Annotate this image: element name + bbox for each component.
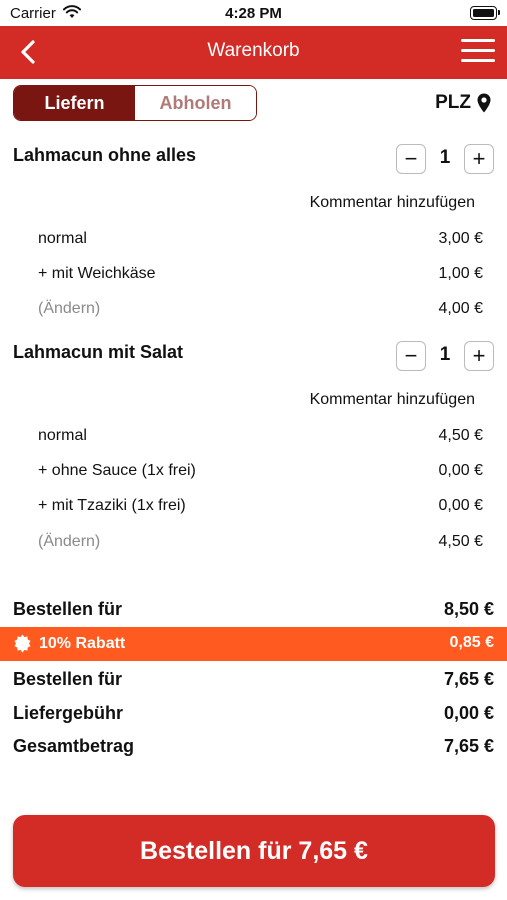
delivery-fee-value: 0,00 € — [443, 703, 494, 723]
delivery-mode-toggle — [13, 85, 257, 121]
list-item — [38, 230, 483, 248]
carrier-label: Carrier — [10, 5, 56, 22]
page-title: Warenkorb — [207, 40, 300, 61]
tab-abholen[interactable]: Abholen — [135, 86, 256, 120]
total-row — [13, 736, 494, 757]
line-price: 0,00 € — [438, 462, 483, 479]
badge-icon — [13, 634, 32, 653]
delivery-fee-label: Liefergebühr — [13, 703, 124, 723]
change-item-link[interactable]: (Ändern) — [38, 533, 101, 550]
discount-row — [13, 634, 494, 653]
location-pin-icon — [477, 93, 491, 113]
line-price: 4,00 € — [438, 300, 483, 317]
delivery-fee-row — [13, 703, 494, 724]
decrease-quantity-button[interactable]: − — [396, 144, 426, 174]
discount-value: 0,85 € — [449, 634, 494, 651]
line-price: 1,00 € — [438, 265, 483, 282]
postal-code-selector[interactable] — [435, 92, 491, 114]
hamburger-menu-icon[interactable] — [461, 39, 495, 65]
line-price: 3,00 € — [438, 230, 483, 247]
discounted-subtotal-row — [13, 669, 494, 690]
increase-quantity-button[interactable]: + — [464, 144, 494, 174]
line-label: normal — [38, 427, 87, 444]
line-label: + mit Tzaziki (1x frei) — [38, 497, 186, 514]
line-price: 4,50 € — [438, 533, 483, 550]
discount-label: 10% Rabatt — [39, 634, 126, 652]
subtotal-label: Bestellen für — [13, 599, 123, 619]
list-item — [38, 265, 483, 283]
total-label: Gesamtbetrag — [13, 736, 135, 756]
decrease-quantity-button[interactable]: − — [396, 341, 426, 371]
line-label: + ohne Sauce (1x frei) — [38, 462, 196, 479]
line-label: normal — [38, 230, 87, 247]
line-label: + mit Weichkäse — [38, 265, 156, 282]
add-comment-link[interactable]: Kommentar hinzufügen — [309, 194, 475, 211]
line-price: 0,00 € — [438, 497, 483, 514]
status-bar — [0, 0, 507, 26]
list-item — [38, 427, 483, 445]
increase-quantity-button[interactable]: + — [464, 341, 494, 371]
quantity-value: 1 — [439, 147, 451, 168]
plz-label: PLZ — [435, 92, 471, 113]
place-order-button[interactable]: Bestellen für 7,65 € — [13, 815, 495, 887]
add-comment-link[interactable]: Kommentar hinzufügen — [309, 391, 475, 408]
battery-icon — [470, 6, 497, 20]
subtotal-value: 8,50 € — [443, 599, 494, 619]
quantity-stepper — [396, 144, 494, 174]
tab-liefern[interactable]: Liefern — [14, 86, 135, 120]
cart-item-title: Lahmacun mit Salat — [13, 342, 184, 362]
list-item — [38, 533, 483, 551]
quantity-stepper — [396, 341, 494, 371]
cart-item-title: Lahmacun ohne alles — [13, 145, 197, 165]
total-value: 7,65 € — [443, 736, 494, 756]
list-item — [38, 300, 483, 318]
discounted-subtotal-label: Bestellen für — [13, 669, 123, 689]
line-price: 4,50 € — [438, 427, 483, 444]
subtotal-row — [13, 599, 494, 620]
navigation-bar — [0, 26, 507, 79]
discounted-subtotal-value: 7,65 € — [443, 669, 494, 689]
list-item — [38, 497, 483, 515]
change-item-link[interactable]: (Ändern) — [38, 300, 101, 317]
quantity-value: 1 — [439, 344, 451, 365]
list-item — [38, 462, 483, 480]
clock: 4:28 PM — [225, 5, 282, 22]
